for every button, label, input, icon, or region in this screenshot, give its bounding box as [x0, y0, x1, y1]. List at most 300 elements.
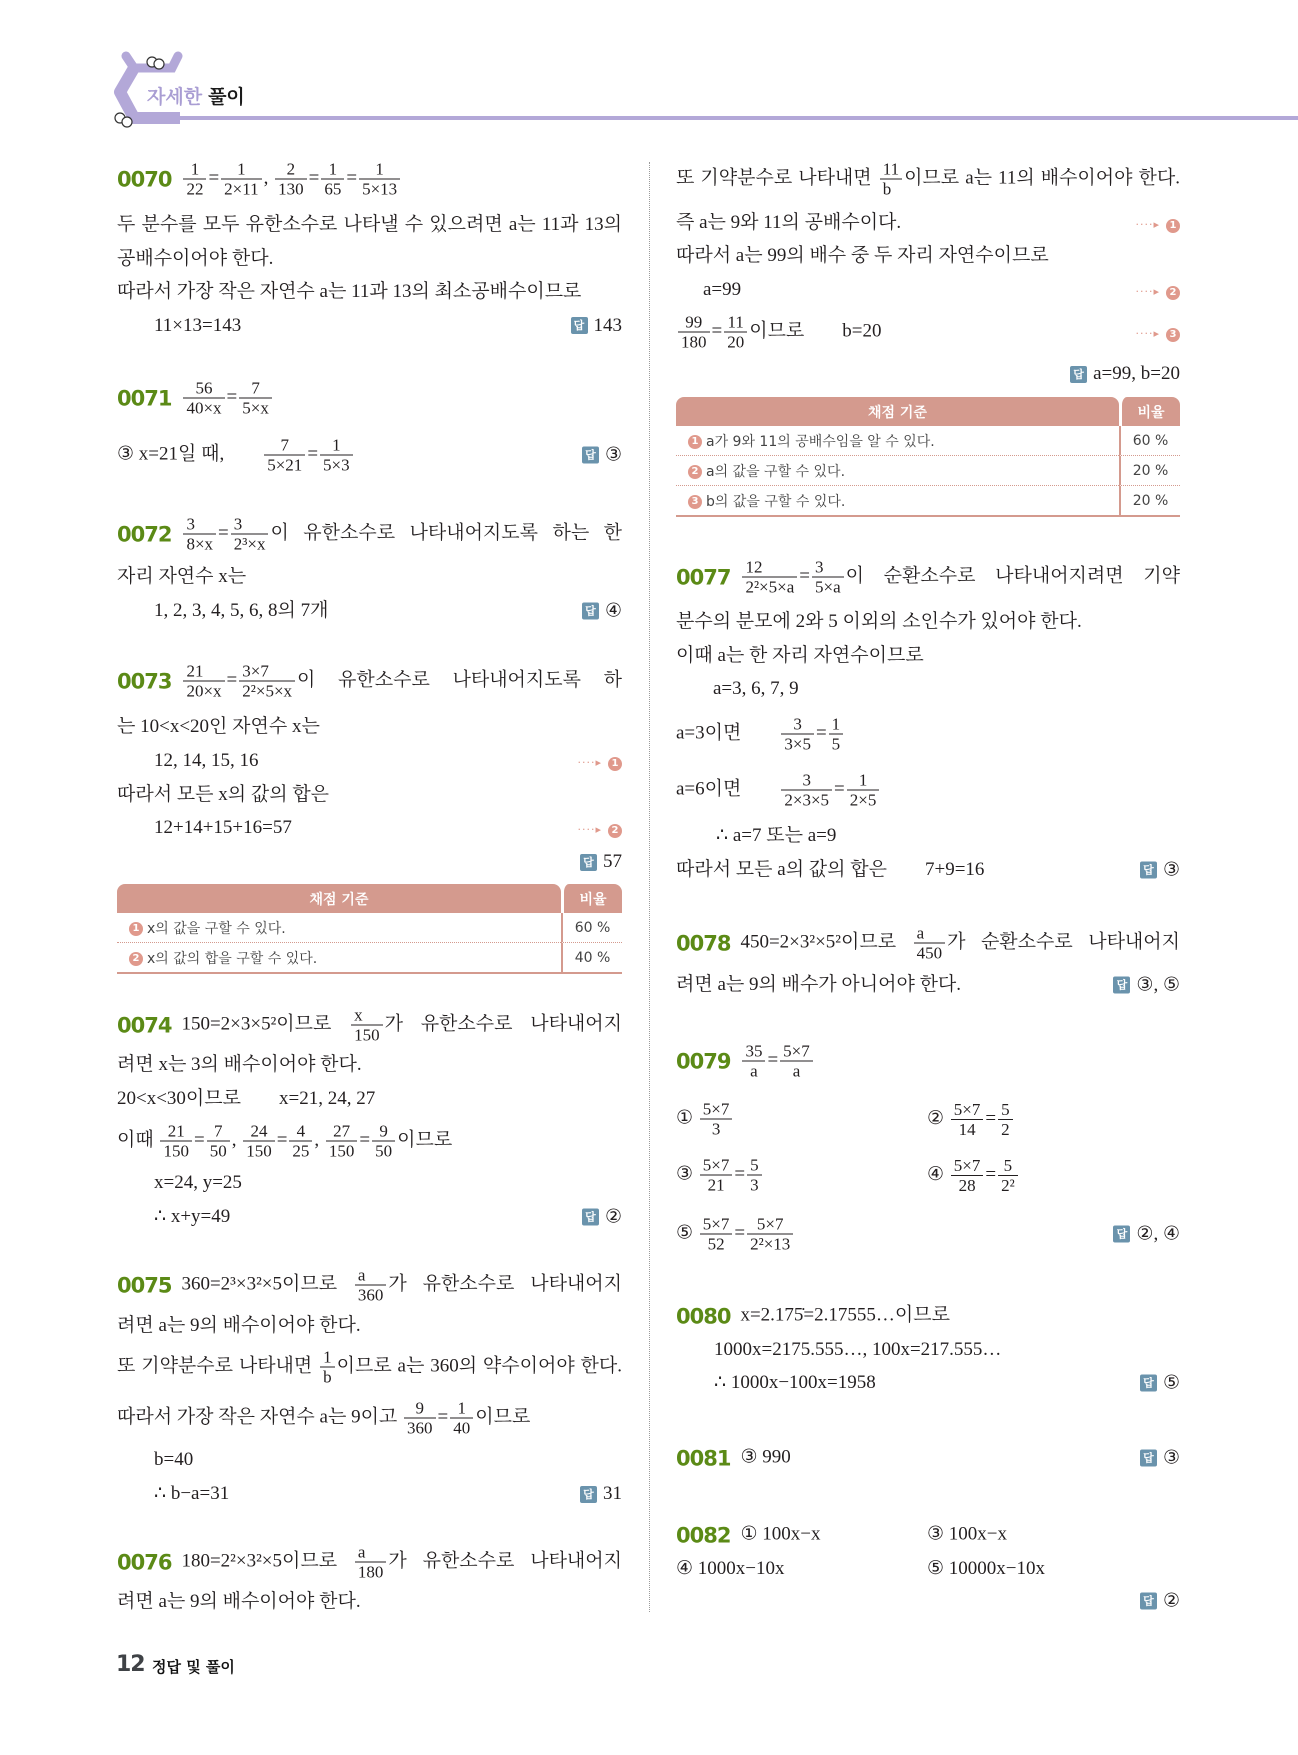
solution-text: ②	[927, 1107, 949, 1129]
fraction	[450, 1399, 473, 1438]
answer	[582, 1205, 622, 1228]
solution-line	[117, 1399, 530, 1438]
fraction-numerator: 9	[404, 1399, 436, 1419]
solution-text: 1000x=2175.555…, 100x=217.555…	[714, 1339, 1002, 1360]
fraction-denominator: 5×3	[323, 455, 350, 475]
fraction-denominator: 5×x	[242, 398, 269, 418]
fraction-denominator: 150	[163, 1141, 189, 1161]
answer-badge-icon: 답	[1113, 977, 1130, 994]
fraction-denominator: 180	[681, 332, 707, 352]
step-arrow-icon: ····▸	[1135, 285, 1160, 298]
solution-text: =	[208, 167, 220, 189]
problem-number: 0078	[676, 931, 731, 955]
fraction	[914, 924, 946, 963]
solution-choice-right	[927, 1557, 1045, 1581]
criteria-cell	[676, 486, 1119, 517]
criteria-text: x의 값을 구할 수 있다.	[147, 920, 286, 937]
solution-line	[676, 1304, 950, 1329]
solution-text: =	[985, 1107, 997, 1129]
solution-text: 려면 a는 9의 배수이어야 한다.	[117, 1591, 361, 1612]
solution-text: 이때 a는 한 자리 자연수이므로	[676, 645, 924, 666]
fraction-numerator: 1	[221, 160, 261, 180]
solution-text: 180=2²×3²×5이므로	[181, 1550, 353, 1572]
fraction-denominator: 360	[407, 1418, 433, 1438]
criteria-text: x의 값의 합을 구할 수 있다.	[147, 950, 318, 967]
solution-line	[676, 1042, 815, 1081]
solution-text: =	[218, 522, 229, 544]
fraction-numerator: 7	[239, 379, 272, 399]
step-number-badge: 2	[688, 465, 702, 479]
solution-text: 450=2×3²×5²이므로	[740, 931, 912, 953]
solution-text: 1, 2, 3, 4, 5, 6, 8의 7개	[154, 600, 329, 621]
fraction	[678, 313, 710, 352]
solution-line	[676, 1557, 1045, 1581]
fraction-numerator: 11	[880, 160, 902, 180]
answer	[1140, 1372, 1180, 1395]
solution-line	[117, 1266, 622, 1305]
fraction	[321, 160, 344, 199]
fraction-denominator: 2×3×5	[784, 790, 830, 810]
fraction	[239, 379, 272, 418]
solution-line	[117, 715, 320, 739]
fraction-denominator: 2×11	[224, 179, 259, 199]
fraction-numerator: 12	[742, 558, 797, 578]
fraction-denominator: 130	[278, 179, 304, 199]
fraction-denominator: 20×x	[186, 681, 222, 701]
solution-line	[117, 1348, 622, 1387]
solution-text: 150=2×3×5²이므로	[181, 1013, 350, 1035]
solution-line	[713, 677, 799, 701]
fraction	[404, 1399, 436, 1438]
fraction-denominator: a	[792, 1061, 801, 1081]
fraction	[951, 1156, 984, 1195]
criteria-cell	[117, 943, 561, 974]
solution-text: ,	[231, 1129, 242, 1151]
solution-text: a=6이면	[676, 778, 780, 800]
solution-line	[117, 280, 581, 304]
fraction-denominator: b	[323, 1367, 332, 1387]
criteria-cell	[676, 426, 1119, 456]
answer-value: ②, ④	[1136, 1223, 1180, 1245]
solution-text: ,	[263, 167, 274, 189]
table-row	[676, 486, 1180, 517]
solution-line	[117, 213, 622, 237]
solution-text: 따라서 가장 작은 자연수 a는 9이고	[117, 1406, 403, 1428]
fraction-numerator: 21	[183, 662, 224, 682]
solution-text: 자리 자연수 x는	[117, 566, 247, 587]
solution-text: ④	[927, 1163, 949, 1185]
fraction	[351, 1006, 383, 1045]
solution-text: 려면 x는 3의 배수이어야 한다.	[117, 1054, 362, 1075]
answer-value: ②	[1162, 1590, 1180, 1612]
answer-badge-icon: 답	[1070, 366, 1087, 383]
step-marker	[577, 750, 622, 772]
answer	[1140, 1447, 1180, 1470]
answer	[580, 1483, 622, 1505]
fraction	[812, 558, 844, 597]
answer-value: ④	[604, 600, 622, 622]
fraction-numerator: 5×7	[780, 1042, 813, 1062]
solution-text: 이므로 a는 11의 배수이어야 한다.	[904, 167, 1181, 189]
fraction	[951, 1100, 984, 1139]
solution-line	[154, 599, 328, 623]
solution-text: ∴ b−a=31	[154, 1483, 230, 1504]
table-header-criteria: 채점 기준	[117, 884, 561, 913]
fraction-numerator: 3	[781, 771, 832, 791]
solution-text: ⑤ 10000x−10x	[927, 1558, 1045, 1579]
answer	[580, 851, 622, 873]
solution-line	[676, 313, 882, 352]
ratio-cell: 60 %	[1119, 426, 1180, 456]
solution-line	[154, 1482, 229, 1506]
solution-text: ①	[676, 1107, 698, 1129]
fraction-denominator: 3	[750, 1175, 759, 1195]
solution-line	[703, 278, 741, 302]
ratio-cell: 40 %	[561, 943, 622, 974]
answer-value: ③, ⑤	[1136, 974, 1180, 996]
fraction	[183, 160, 206, 199]
solution-line	[117, 1543, 622, 1582]
solution-choice-right	[927, 1156, 1020, 1195]
table-header-ratio: 비율	[1119, 397, 1180, 426]
solution-line	[117, 662, 622, 701]
criteria-text: a의 값을 구할 수 있다.	[706, 463, 846, 480]
fraction-denominator: 28	[958, 1175, 976, 1195]
solution-text: 려면 a는 9의 배수이어야 한다.	[117, 1314, 361, 1336]
fraction	[998, 1100, 1013, 1139]
fraction	[355, 1266, 387, 1305]
fraction-denominator: 50	[375, 1141, 393, 1161]
solution-line	[154, 1171, 242, 1195]
fraction	[231, 515, 269, 554]
fraction-denominator: 2²×5×x	[242, 681, 293, 701]
answer-value: 57	[603, 851, 622, 872]
solution-text: 이므로 b=20	[749, 320, 882, 342]
solution-text: ③ x=21일 때,	[117, 443, 263, 465]
problem-number: 0080	[676, 1304, 731, 1329]
fraction-numerator: 99	[678, 313, 710, 333]
solution-text: ∴ 1000x−100x=1958	[714, 1372, 876, 1393]
solution-text: 11×13=143	[154, 314, 242, 336]
solution-line	[117, 565, 246, 589]
section-title-light: 자세한	[147, 86, 203, 108]
solution-text: 가 유한소수로 나타내어지	[388, 1273, 622, 1295]
problem-number: 0071	[117, 386, 172, 410]
answer-value: ③	[604, 444, 622, 466]
fraction	[183, 515, 216, 554]
solution-line	[676, 1446, 791, 1471]
solution-line	[117, 160, 402, 199]
solution-line	[117, 1053, 362, 1077]
fraction	[183, 662, 224, 701]
solution-text: ∴ x+y=49	[154, 1205, 231, 1227]
fraction-denominator: 180	[357, 1562, 384, 1582]
solution-text: ③ 100x−x	[927, 1523, 1007, 1545]
fraction	[781, 771, 832, 810]
fraction	[742, 558, 797, 597]
solution-text: 려면 a는 9의 배수가 아니어야 한다.	[676, 974, 962, 995]
answer-badge-icon: 답	[582, 1208, 599, 1225]
fraction-numerator: 1	[450, 1399, 473, 1419]
solution-text: ④ 1000x−10x	[676, 1558, 785, 1579]
solution-line	[676, 211, 901, 235]
step-number-badge: 2	[608, 824, 622, 838]
fraction	[221, 160, 261, 199]
solution-text: 가 유한소수로 나타내어지	[388, 1550, 622, 1572]
answer-value: ③	[1162, 859, 1180, 880]
fraction-denominator: 65	[324, 179, 342, 199]
solution-text: =	[834, 778, 845, 800]
fraction	[780, 1042, 813, 1081]
fraction-denominator: 5×13	[362, 179, 398, 199]
step-marker-wrap	[1135, 279, 1180, 301]
fraction-numerator: 3×7	[239, 662, 295, 682]
fraction-numerator: 9	[372, 1122, 395, 1142]
fraction-denominator: 52	[707, 1234, 725, 1254]
fraction-denominator: 40	[453, 1418, 471, 1438]
solution-text: =	[734, 1163, 746, 1185]
solution-text: 따라서 모든 x의 값의 합은	[117, 783, 330, 805]
fraction-denominator: 8×x	[186, 534, 214, 554]
answer	[1140, 1590, 1180, 1613]
solution-text: ,	[314, 1129, 324, 1151]
step-number-badge: 1	[608, 757, 622, 771]
step-number-badge: 1	[129, 922, 143, 936]
solution-line	[154, 749, 259, 773]
fraction-numerator: 5×7	[747, 1215, 793, 1235]
fraction-numerator: 2	[275, 160, 307, 180]
solution-text: 이므로	[397, 1129, 453, 1151]
fraction	[320, 1348, 335, 1387]
solution-text: =	[359, 1129, 371, 1151]
fraction	[160, 1122, 192, 1161]
fraction-denominator: 150	[354, 1025, 380, 1045]
fraction-numerator: 3	[781, 715, 814, 735]
answer-value: ③	[1162, 1447, 1180, 1469]
fraction-numerator: 24	[243, 1122, 275, 1142]
step-number-badge: 3	[1166, 328, 1180, 342]
fraction-numerator: 3	[231, 515, 269, 535]
solution-text: 공배수이어야 한다.	[117, 247, 274, 269]
solution-text: ⑤	[676, 1222, 698, 1244]
criteria-cell	[117, 913, 561, 943]
fraction-numerator: 7	[264, 436, 305, 456]
fraction	[207, 1122, 230, 1161]
fraction	[289, 1122, 312, 1161]
solution-text: =	[226, 669, 238, 691]
solution-line	[716, 824, 836, 848]
fraction	[275, 160, 307, 199]
solution-line	[117, 436, 355, 475]
solution-text: 이므로 a는 360의 약수이어야 한다.	[336, 1355, 622, 1377]
fraction-denominator: 20	[727, 332, 745, 352]
fraction-denominator: 25	[292, 1141, 310, 1161]
header-rule	[160, 116, 1298, 120]
fraction-numerator: 1	[320, 436, 353, 456]
solution-line	[154, 1205, 230, 1229]
solution-line	[117, 1314, 361, 1338]
fraction-numerator: 1	[829, 715, 844, 735]
fraction	[359, 160, 400, 199]
fraction-denominator: 2³×x	[233, 534, 266, 554]
answer	[1140, 858, 1180, 881]
fraction-denominator: a	[750, 1061, 758, 1081]
problem-number: 0075	[117, 1273, 172, 1297]
problem-number: 0076	[117, 1550, 172, 1574]
step-arrow-icon: ····▸	[1135, 327, 1160, 340]
solution-text: =	[307, 443, 319, 465]
fraction	[372, 1122, 395, 1161]
problem-number: 0077	[676, 565, 731, 589]
step-arrow-icon: ····▸	[577, 823, 602, 836]
solution-text: 20<x<30이므로 x=21, 24, 27	[117, 1088, 376, 1109]
solution-line	[117, 1087, 375, 1111]
step-marker-wrap	[577, 817, 622, 839]
solution-text: =	[193, 1129, 205, 1151]
step-marker	[1135, 279, 1180, 301]
solution-text: =	[276, 1129, 288, 1151]
solution-text: 12+14+15+16=57	[154, 817, 292, 838]
solution-text: 이 유한소수로 나타내어지도록 하는 한	[270, 522, 622, 544]
page-number: 12	[116, 1652, 145, 1677]
step-marker	[577, 817, 622, 839]
answer	[1070, 363, 1180, 385]
table-header-criteria: 채점 기준	[676, 397, 1119, 426]
solution-text: 는 10<x<20인 자연수 x는	[117, 716, 320, 737]
solution-line	[154, 314, 241, 338]
solution-choice-right	[927, 1100, 1015, 1139]
answer-value: ⑤	[1162, 1372, 1180, 1394]
solution-text: 12, 14, 15, 16	[154, 750, 259, 771]
fraction	[724, 313, 747, 352]
grading-criteria-table	[676, 397, 1180, 517]
solution-line	[154, 816, 292, 840]
step-marker-wrap	[1135, 321, 1180, 343]
solution-line	[676, 771, 881, 810]
solution-text: 두 분수를 모두 유한소수로 나타낼 수 있으려면 a는 11과 13의	[117, 214, 622, 235]
fraction-numerator: 1	[183, 160, 206, 180]
solution-line	[676, 558, 1180, 597]
fraction-numerator: a	[355, 1266, 387, 1286]
fraction-numerator: 3	[812, 558, 844, 578]
answer	[1113, 974, 1180, 997]
solution-text: 또 기약분수로 나타내면	[676, 167, 878, 189]
solution-text: 360=2³×3²×5이므로	[181, 1273, 353, 1295]
answer-badge-icon: 답	[582, 447, 599, 464]
solution-line	[714, 1371, 876, 1395]
solution-text: =	[437, 1406, 449, 1428]
solution-text: =	[734, 1222, 746, 1244]
fraction-numerator: 5	[998, 1156, 1018, 1176]
step-arrow-icon: ····▸	[577, 756, 602, 769]
solution-line	[676, 1215, 795, 1254]
fraction-denominator: 14	[958, 1119, 976, 1139]
answer-badge-icon: 답	[1140, 861, 1157, 878]
solution-line	[117, 1122, 452, 1161]
solution-choice-right	[927, 1523, 1007, 1547]
fraction-numerator: 1	[359, 160, 400, 180]
solution-text: 따라서 a는 99의 배수 중 두 자리 자연수이므로	[676, 245, 1049, 266]
ratio-cell: 60 %	[561, 913, 622, 943]
fraction-denominator: 2²×13	[750, 1234, 791, 1254]
problem-number: 0074	[117, 1013, 172, 1037]
answer-badge-icon: 답	[1140, 1450, 1157, 1467]
fraction-numerator: x	[351, 1006, 383, 1026]
solution-line	[117, 379, 274, 418]
fraction	[742, 1042, 765, 1081]
fraction-denominator: 3×5	[784, 734, 811, 754]
fraction	[700, 1156, 733, 1195]
solution-text: =	[815, 722, 827, 744]
solution-line	[117, 1006, 622, 1045]
column-divider	[649, 162, 650, 1612]
solution-text: 이 유한소수로 나타내어지도록 하	[297, 669, 622, 691]
step-number-badge: 1	[1166, 219, 1180, 233]
fraction-numerator: a	[914, 924, 946, 944]
problem-number: 0072	[117, 522, 172, 546]
solution-text: ① 100x−x	[740, 1523, 821, 1545]
problem-number: 0070	[117, 167, 172, 191]
step-number-badge: 2	[129, 952, 143, 966]
problem-number: 0079	[676, 1049, 731, 1073]
solution-text: 즉 a는 9와 11의 공배수이다.	[676, 212, 902, 233]
fraction-numerator: 5	[998, 1100, 1013, 1120]
fraction-numerator: 56	[183, 379, 224, 399]
answer-value: 31	[603, 1483, 622, 1504]
fraction	[264, 436, 305, 475]
fraction	[355, 1543, 387, 1582]
fraction	[998, 1156, 1018, 1195]
solution-line	[676, 715, 845, 754]
solution-line	[154, 1448, 193, 1472]
answer-badge-icon: 답	[571, 317, 588, 334]
grading-criteria-table	[117, 884, 622, 974]
answer	[571, 315, 623, 337]
fraction-denominator: 2²×5×a	[745, 577, 795, 597]
solution-line	[676, 610, 1082, 634]
fraction-numerator: 5×7	[951, 1100, 984, 1120]
fraction-numerator: a	[355, 1543, 387, 1563]
problem-number: 0082	[676, 1523, 731, 1548]
fraction-numerator: 1	[320, 1348, 335, 1368]
fraction	[700, 1100, 733, 1139]
fraction-denominator: 2²	[1001, 1175, 1015, 1195]
step-number-badge: 2	[1166, 286, 1180, 300]
fraction-denominator: 5×21	[267, 455, 303, 475]
solution-text: ∴ a=7 또는 a=9	[716, 825, 837, 846]
solution-text: =	[767, 1049, 779, 1071]
answer	[582, 444, 622, 467]
solution-line	[117, 515, 622, 554]
solution-line	[676, 644, 924, 668]
answer-badge-icon: 답	[580, 1486, 597, 1503]
fraction-numerator: 3	[183, 515, 216, 535]
answer-badge-icon: 답	[582, 603, 599, 620]
solution-text: =	[346, 167, 358, 189]
solution-text: =	[226, 386, 238, 408]
solution-text: a=99	[703, 279, 742, 300]
answer	[1113, 1223, 1180, 1246]
fraction	[326, 1122, 358, 1161]
fraction-numerator: 1	[321, 160, 344, 180]
answer	[582, 600, 622, 623]
fraction-denominator: 150	[328, 1141, 355, 1161]
fraction-numerator: 35	[742, 1042, 765, 1062]
solution-line	[676, 858, 984, 882]
criteria-cell	[676, 456, 1119, 486]
solution-line	[676, 1523, 1007, 1548]
solution-text: 이 순환소수로 나타내어지려면 기약	[845, 565, 1180, 587]
